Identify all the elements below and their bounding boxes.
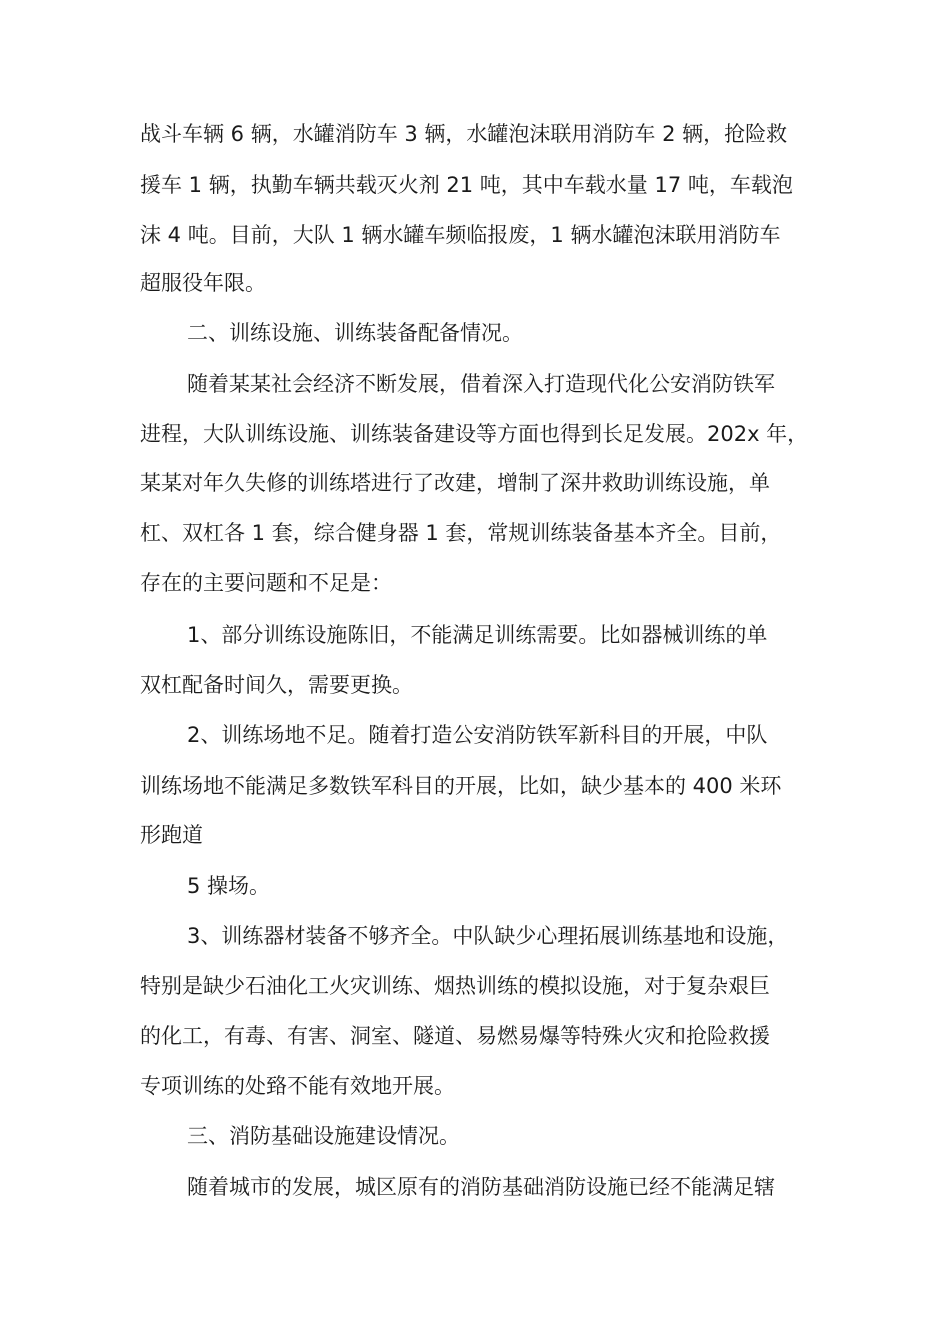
text-line: 某某对年久失修的训练塔进行了改建，增制了深井救助训练设施，单 <box>140 471 770 495</box>
text-line: 形跑道 <box>140 823 203 847</box>
text-line: 训练场地不能满足多数铁军科目的开展，比如，缺少基本的 400 米环 <box>140 774 782 798</box>
text-line: 专项训练的处臵不能有效地开展。 <box>140 1074 455 1098</box>
text-line: 的化工，有毒、有害、洞室、隧道、易燃易爆等特殊火灾和抢险救援 <box>140 1024 770 1048</box>
section-heading: 三、消防基础设施建设情况。 <box>187 1124 460 1148</box>
list-item: 3、训练器材装备不够齐全。中队缺少心理拓展训练基地和设施， <box>187 924 789 948</box>
text-line: 援车 1 辆，执勤车辆共载灭火剂 21 吨，其中车载水量 17 吨，车载泡 <box>140 173 793 197</box>
text-line: 随着某某社会经济不断发展，借着深入打造现代化公安消防铁军 <box>187 372 775 396</box>
section-heading: 二、训练设施、训练装备配备情况。 <box>187 321 523 345</box>
text-line: 5 操场。 <box>187 874 271 898</box>
text-line: 随着城市的发展，城区原有的消防基础消防设施已经不能满足辖 <box>187 1175 775 1199</box>
text-line: 超服役年限。 <box>140 271 266 295</box>
text-line: 沫 4 吨。目前，大队 1 辆水罐车频临报废，1 辆水罐泡沫联用消防车 <box>140 223 781 247</box>
list-item: 2、训练场地不足。随着打造公安消防铁军新科目的开展，中队 <box>187 723 768 747</box>
text-line: 进程，大队训练设施、训练装备建设等方面也得到长足发展。202x 年， <box>140 422 809 446</box>
text-line: 双杠配备时间久，需要更换。 <box>140 673 413 697</box>
text-line: 特别是缺少石油化工火灾训练、烟热训练的模拟设施，对于复杂艰巨 <box>140 974 770 998</box>
text-line: 存在的主要问题和不足是： <box>140 571 392 595</box>
text-line: 杠、双杠各 1 套，综合健身器 1 套，常规训练装备基本齐全。目前， <box>140 521 782 545</box>
list-item: 1、部分训练设施陈旧，不能满足训练需要。比如器械训练的单 <box>187 623 768 647</box>
text-line: 战斗车辆 6 辆，水罐消防车 3 辆，水罐泡沫联用消防车 2 辆，抢险救 <box>140 122 788 146</box>
